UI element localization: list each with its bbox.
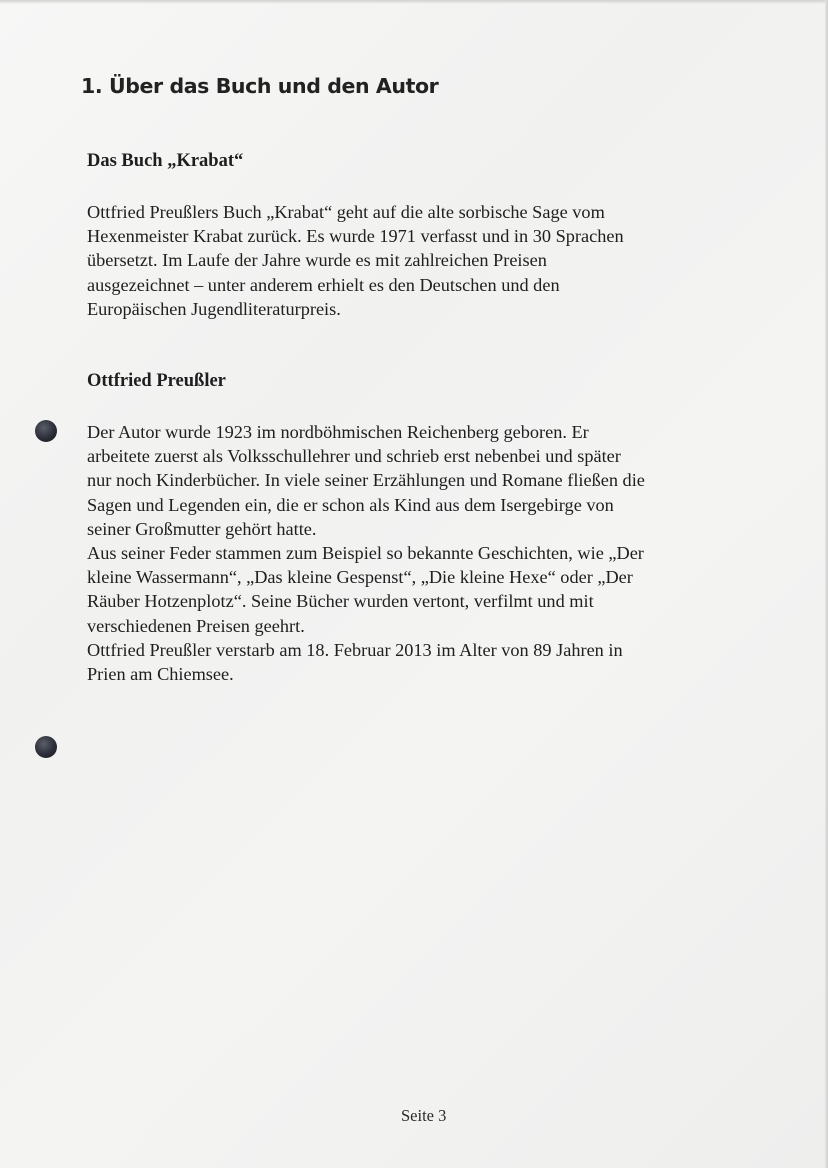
paragraph-line: kleine Wassermann“, „Das kleine Gespenst“, „Die kleine Hexe“ oder „Der <box>87 567 633 588</box>
paragraph-line: Aus seiner Feder stammen zum Beispiel so bekannte Geschichten, wie „Der <box>87 543 644 564</box>
punch-hole-icon <box>35 420 57 442</box>
page-number: Seite 3 <box>401 1106 447 1125</box>
paragraph-line: ausgezeichnet – unter anderem erhielt es den Deutschen und den <box>87 274 560 295</box>
paragraph-line: Sagen und Legenden ein, die er schon als Kind aus dem Isergebirge von <box>87 494 614 515</box>
paragraph-line: Ottfried Preußler verstarb am 18. Februar 2013 im Alter von 89 Jahren in <box>87 639 623 660</box>
section-heading-book: Das Buch „Krabat“ <box>87 151 244 171</box>
section-heading-author: Ottfried Preußler <box>87 371 226 391</box>
paragraph-book <box>87 200 624 321</box>
paragraph-line: nur noch Kinderbücher. In viele seiner Erzählungen und Romane fließen die <box>87 470 645 491</box>
paragraph-line: übersetzt. Im Laufe der Jahre wurde es mit zahlreichen Preisen <box>87 250 547 271</box>
page-title: 1. Über das Buch und den Autor <box>81 74 439 98</box>
paragraph-line: Ottfried Preußlers Buch „Krabat“ geht auf die alte sorbische Sage vom <box>87 202 605 222</box>
paragraph-line: Räuber Hotzenplotz“. Seine Bücher wurden vertont, verfilmt und mit <box>87 591 594 612</box>
paragraph-line: Prien am Chiemsee. <box>87 664 234 685</box>
paragraph-line: seiner Großmutter gehört hatte. <box>87 518 317 539</box>
paragraph-line: arbeitete zuerst als Volksschullehrer und schrieb erst nebenbei und später <box>87 446 621 467</box>
paragraph-line: Europäischen Jugendliteraturpreis. <box>87 298 341 319</box>
paragraph-line: Hexenmeister Krabat zurück. Es wurde 1971 verfasst und in 30 Sprachen <box>87 226 624 247</box>
top-edge-shadow <box>0 0 828 4</box>
paragraph-line: verschiedenen Preisen geehrt. <box>87 615 305 636</box>
punch-hole-icon <box>35 736 57 758</box>
paragraph-author <box>87 420 645 686</box>
paragraph-line: Der Autor wurde 1923 im nordböhmischen Reichenberg geboren. Er <box>87 422 589 442</box>
